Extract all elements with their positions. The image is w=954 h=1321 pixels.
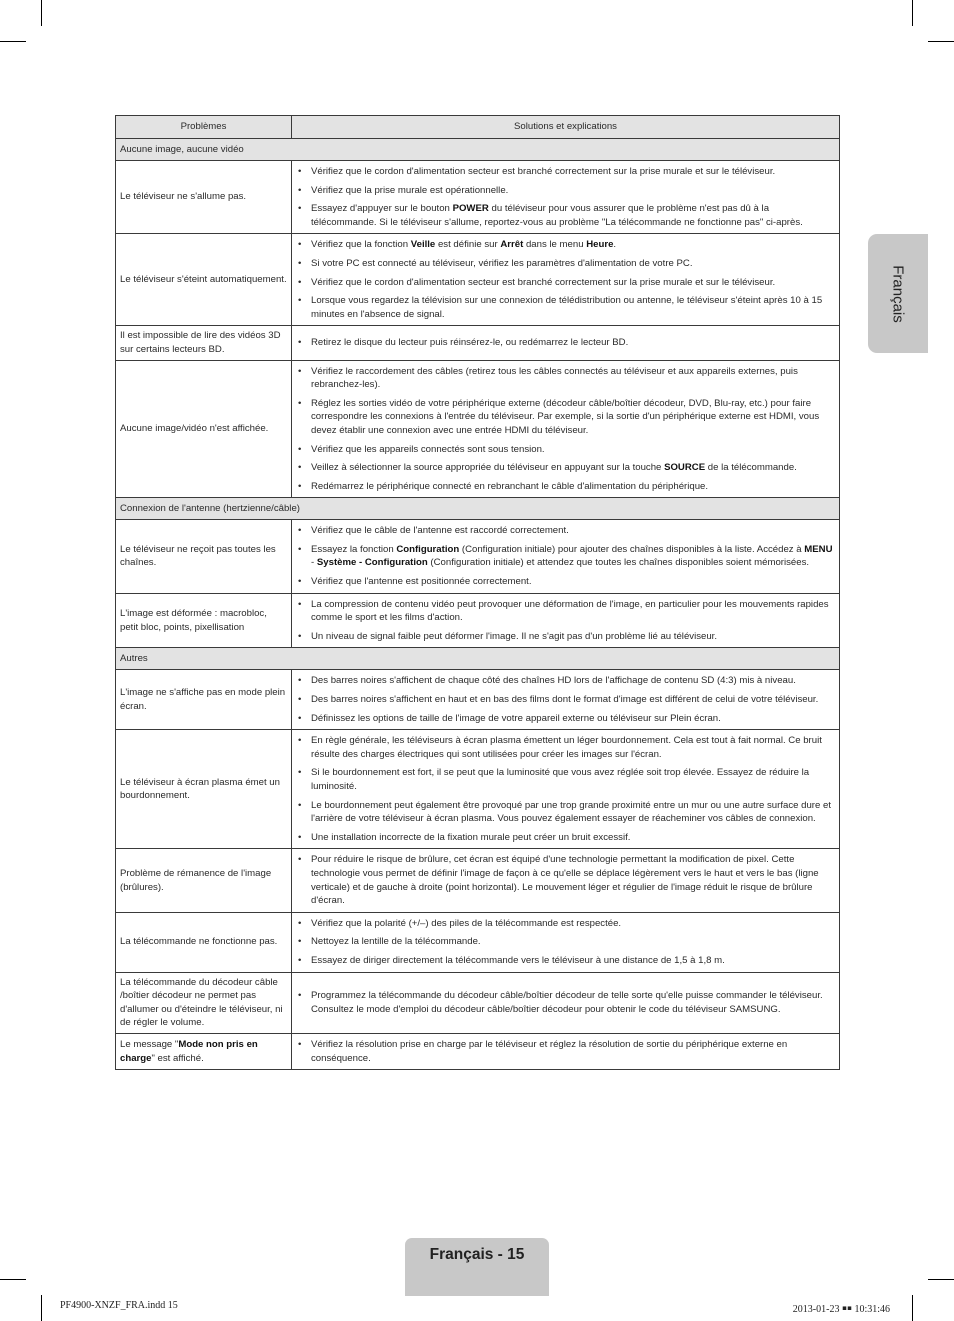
solutions-cell [292, 326, 840, 360]
list-item: • Définissez les options de taille de l'image de votre appareil externe ou téléviseur sur Plein écran. [297, 712, 835, 726]
crop-mark [41, 0, 42, 26]
list-item: • Vérifiez que le cordon d'alimentation secteur est branché correctement sur la prise murale et sur le téléviseur. [297, 276, 835, 290]
crop-mark [928, 1279, 954, 1280]
list-item: • Si le bourdonnement est fort, il se peut que la luminosité que vous avez réglée soit trop élevée. Essayez de réduire la luminosité. [297, 766, 835, 793]
solutions-cell [292, 972, 840, 1033]
problem-cell: Il est impossible de lire des vidéos 3D sur certains lecteurs BD. [116, 326, 292, 360]
list-item: • Des barres noires s'affichent de chaque côté des chaînes HD lors de l'affichage de contenu SD (4:3) mis à niveau. [297, 674, 835, 688]
table-header-row [116, 116, 840, 139]
problem-cell: La télécommande du décodeur câble /boîtier décodeur ne permet pas d'allumer ou d'éteindre le téléviseur, ni de régler le volume. [116, 972, 292, 1033]
table-row [116, 360, 840, 498]
solutions-list [297, 989, 835, 1016]
list-item: • Vérifiez que les appareils connectés sont sous tension. [297, 443, 835, 457]
list-item: • La compression de contenu vidéo peut provoquer une déformation de l'image, en particulier pour les mouvements rapides comme le sport et les films d'action. [297, 598, 835, 625]
table-row [116, 161, 840, 234]
solutions-list [297, 853, 835, 907]
table-row [116, 234, 840, 326]
list-item: • Retirez le disque du lecteur puis réinsérez-le, ou redémarrez le lecteur BD. [297, 336, 835, 350]
problem-cell: Le message "Mode non pris en charge" est affiché. [116, 1033, 292, 1069]
language-side-tab [868, 234, 928, 353]
page-number-label: Français - 15 [429, 1246, 525, 1263]
table-row [116, 972, 840, 1033]
list-item: • Si votre PC est connecté au téléviseur, vérifiez les paramètres d'alimentation de votre PC. [297, 257, 835, 271]
list-item: • Essayez de diriger directement la télécommande vers le téléviseur à une distance de 1,5 à 1,8 m. [297, 954, 835, 968]
list-item: • Vérifiez le raccordement des câbles (retirez tous les câbles connectés au téléviseur et aux appareils externes, puis rebranchez-les). [297, 365, 835, 392]
troubleshooting-table [115, 115, 840, 1070]
list-item: • Réglez les sorties vidéo de votre périphérique externe (décodeur câble/boîtier décodeur, DVD, Blu-ray, etc.) pour faire correspondre les connexions à l'entrée du téléviseur. Par exemple, si la sortie d'un périphérique externe est HDMI, vous devez établir une connexion avec une entrée HDMI du téléviseur. [297, 397, 835, 438]
footer-file-name: PF4900-XNZF_FRA.indd 15 [60, 1300, 178, 1311]
problem-cell: Le téléviseur ne s'allume pas. [116, 161, 292, 234]
list-item: • Lorsque vous regardez la télévision sur une connexion de télédistribution ou antenne, le téléviseur s'éteint après 10 à 15 minutes en l'absence de signal. [297, 294, 835, 321]
problem-cell: Aucune image/vidéo n'est affichée. [116, 360, 292, 498]
page-number-badge [405, 1238, 549, 1296]
list-item: • Pour réduire le risque de brûlure, cet écran est équipé d'une technologie permettant la modification de pixel. Cette technologie vous permet de définir l'image de façon à ce qu'elle se déplace légèrement vers le haut et vers le bas (ligne verticale) et de gauche à droite (point horizontal). Le mouvement léger et régulier de l'image réduit le risque de brûlure d'écran. [297, 853, 835, 907]
list-item: • Vérifiez que le cordon d'alimentation secteur est branché correctement sur la prise murale et sur le téléviseur. [297, 165, 835, 179]
list-item: • Essayez la fonction Configuration (Configuration initiale) pour ajouter des chaînes disponibles à la liste. Accédez à MENU - Système - Configuration (Configuration initiale) et attendez que toutes les chaînes disponibles soient mémorisées. [297, 543, 835, 570]
list-item: • Un niveau de signal faible peut déformer l'image. Il ne s'agit pas d'un problème lié au téléviseur. [297, 630, 835, 644]
section-row [116, 139, 840, 161]
solutions-cell [292, 360, 840, 498]
table-row [116, 593, 840, 648]
solutions-cell [292, 520, 840, 593]
table-row [116, 670, 840, 730]
list-item: • Le bourdonnement peut également être provoqué par une trop grande proximité entre un mur ou une autre surface dure et l'arrière de votre téléviseur à écran plasma. Vous pouvez également essayer de réacheminer vos câbles de connexion. [297, 799, 835, 826]
section-title: Autres [116, 648, 840, 670]
language-side-tab-label: Français [889, 264, 907, 323]
solutions-list [297, 1038, 835, 1065]
list-item: • Une installation incorrecte de la fixation murale peut créer un bruit excessif. [297, 831, 835, 845]
solutions-cell [292, 234, 840, 326]
solutions-cell [292, 730, 840, 849]
list-item: • Vérifiez que la prise murale est opérationnelle. [297, 184, 835, 198]
list-item: • Essayez d'appuyer sur le bouton POWER du téléviseur pour vous assurer que le problème n'est pas dû à la télécommande. Si le téléviseur s'allume, reportez-vous au problème "La télécommande ne fonctionne pas" ci-après. [297, 202, 835, 229]
solutions-cell [292, 670, 840, 730]
header-solutions: Solutions et explications [292, 116, 840, 139]
list-item: • Vérifiez que l'antenne est positionnée correctement. [297, 575, 835, 589]
crop-mark [928, 41, 954, 42]
solutions-cell [292, 593, 840, 648]
list-item: • Vérifiez la résolution prise en charge par le téléviseur et réglez la résolution de sortie du périphérique externe en conséquence. [297, 1038, 835, 1065]
crop-mark [0, 1279, 26, 1280]
solutions-cell [292, 912, 840, 972]
problem-cell: L'image est déformée : macrobloc, petit bloc, points, pixellisation [116, 593, 292, 648]
table-row [116, 1033, 840, 1069]
section-title: Aucune image, aucune vidéo [116, 139, 840, 161]
table-body [116, 139, 840, 1070]
solutions-cell [292, 161, 840, 234]
solutions-list [297, 524, 835, 588]
list-item: • Nettoyez la lentille de la télécommande. [297, 935, 835, 949]
crop-mark [41, 1295, 42, 1321]
crop-mark [912, 1295, 913, 1321]
solutions-list [297, 734, 835, 844]
problem-cell: La télécommande ne fonctionne pas. [116, 912, 292, 972]
footer-timestamp: 2013-01-23 ￭￭ 10:31:46 [792, 1304, 890, 1315]
solutions-list [297, 365, 835, 494]
section-row [116, 648, 840, 670]
solutions-list [297, 336, 835, 350]
solutions-cell [292, 849, 840, 912]
list-item: • Vérifiez que la polarité (+/–) des piles de la télécommande est respectée. [297, 917, 835, 931]
solutions-list [297, 598, 835, 644]
problem-cell: Le téléviseur s'éteint automatiquement. [116, 234, 292, 326]
solutions-list [297, 165, 835, 229]
list-item: • Des barres noires s'affichent en haut et en bas des films dont le format d'image est différent de celui de votre téléviseur. [297, 693, 835, 707]
section-row [116, 498, 840, 520]
table-row [116, 520, 840, 593]
list-item: • Redémarrez le périphérique connecté en rebranchant le câble d'alimentation du périphérique. [297, 480, 835, 494]
crop-mark [912, 0, 913, 26]
solutions-list [297, 917, 835, 968]
problem-cell: Le téléviseur à écran plasma émet un bourdonnement. [116, 730, 292, 849]
section-title: Connexion de l'antenne (hertzienne/câble) [116, 498, 840, 520]
list-item: • Vérifiez que le câble de l'antenne est raccordé correctement. [297, 524, 835, 538]
solutions-list [297, 674, 835, 725]
solutions-list [297, 238, 835, 321]
crop-mark [0, 41, 26, 42]
list-item: • Vérifiez que la fonction Veille est définie sur Arrêt dans le menu Heure. [297, 238, 835, 252]
list-item: • Programmez la télécommande du décodeur câble/boîtier décodeur de telle sorte qu'elle puisse commander le téléviseur. Consultez le mode d'emploi du décodeur câble/boîtier décodeur pour obtenir le code du téléviseur SAMSUNG. [297, 989, 835, 1016]
table-row [116, 326, 840, 360]
solutions-cell [292, 1033, 840, 1069]
problem-cell: L'image ne s'affiche pas en mode plein écran. [116, 670, 292, 730]
list-item: • Veillez à sélectionner la source appropriée du téléviseur en appuyant sur la touche SOURCE de la télécommande. [297, 461, 835, 475]
table-row [116, 912, 840, 972]
list-item: • En règle générale, les téléviseurs à écran plasma émettent un léger bourdonnement. Cela est tout à fait normal. Ce bruit résulte des charges électriques qui sont utilisées pour créer les images sur l'écran. [297, 734, 835, 761]
problem-cell: Le téléviseur ne reçoit pas toutes les chaînes. [116, 520, 292, 593]
table-row [116, 730, 840, 849]
header-problems: Problèmes [116, 116, 292, 139]
table-row [116, 849, 840, 912]
problem-cell: Problème de rémanence de l'image (brûlures). [116, 849, 292, 912]
